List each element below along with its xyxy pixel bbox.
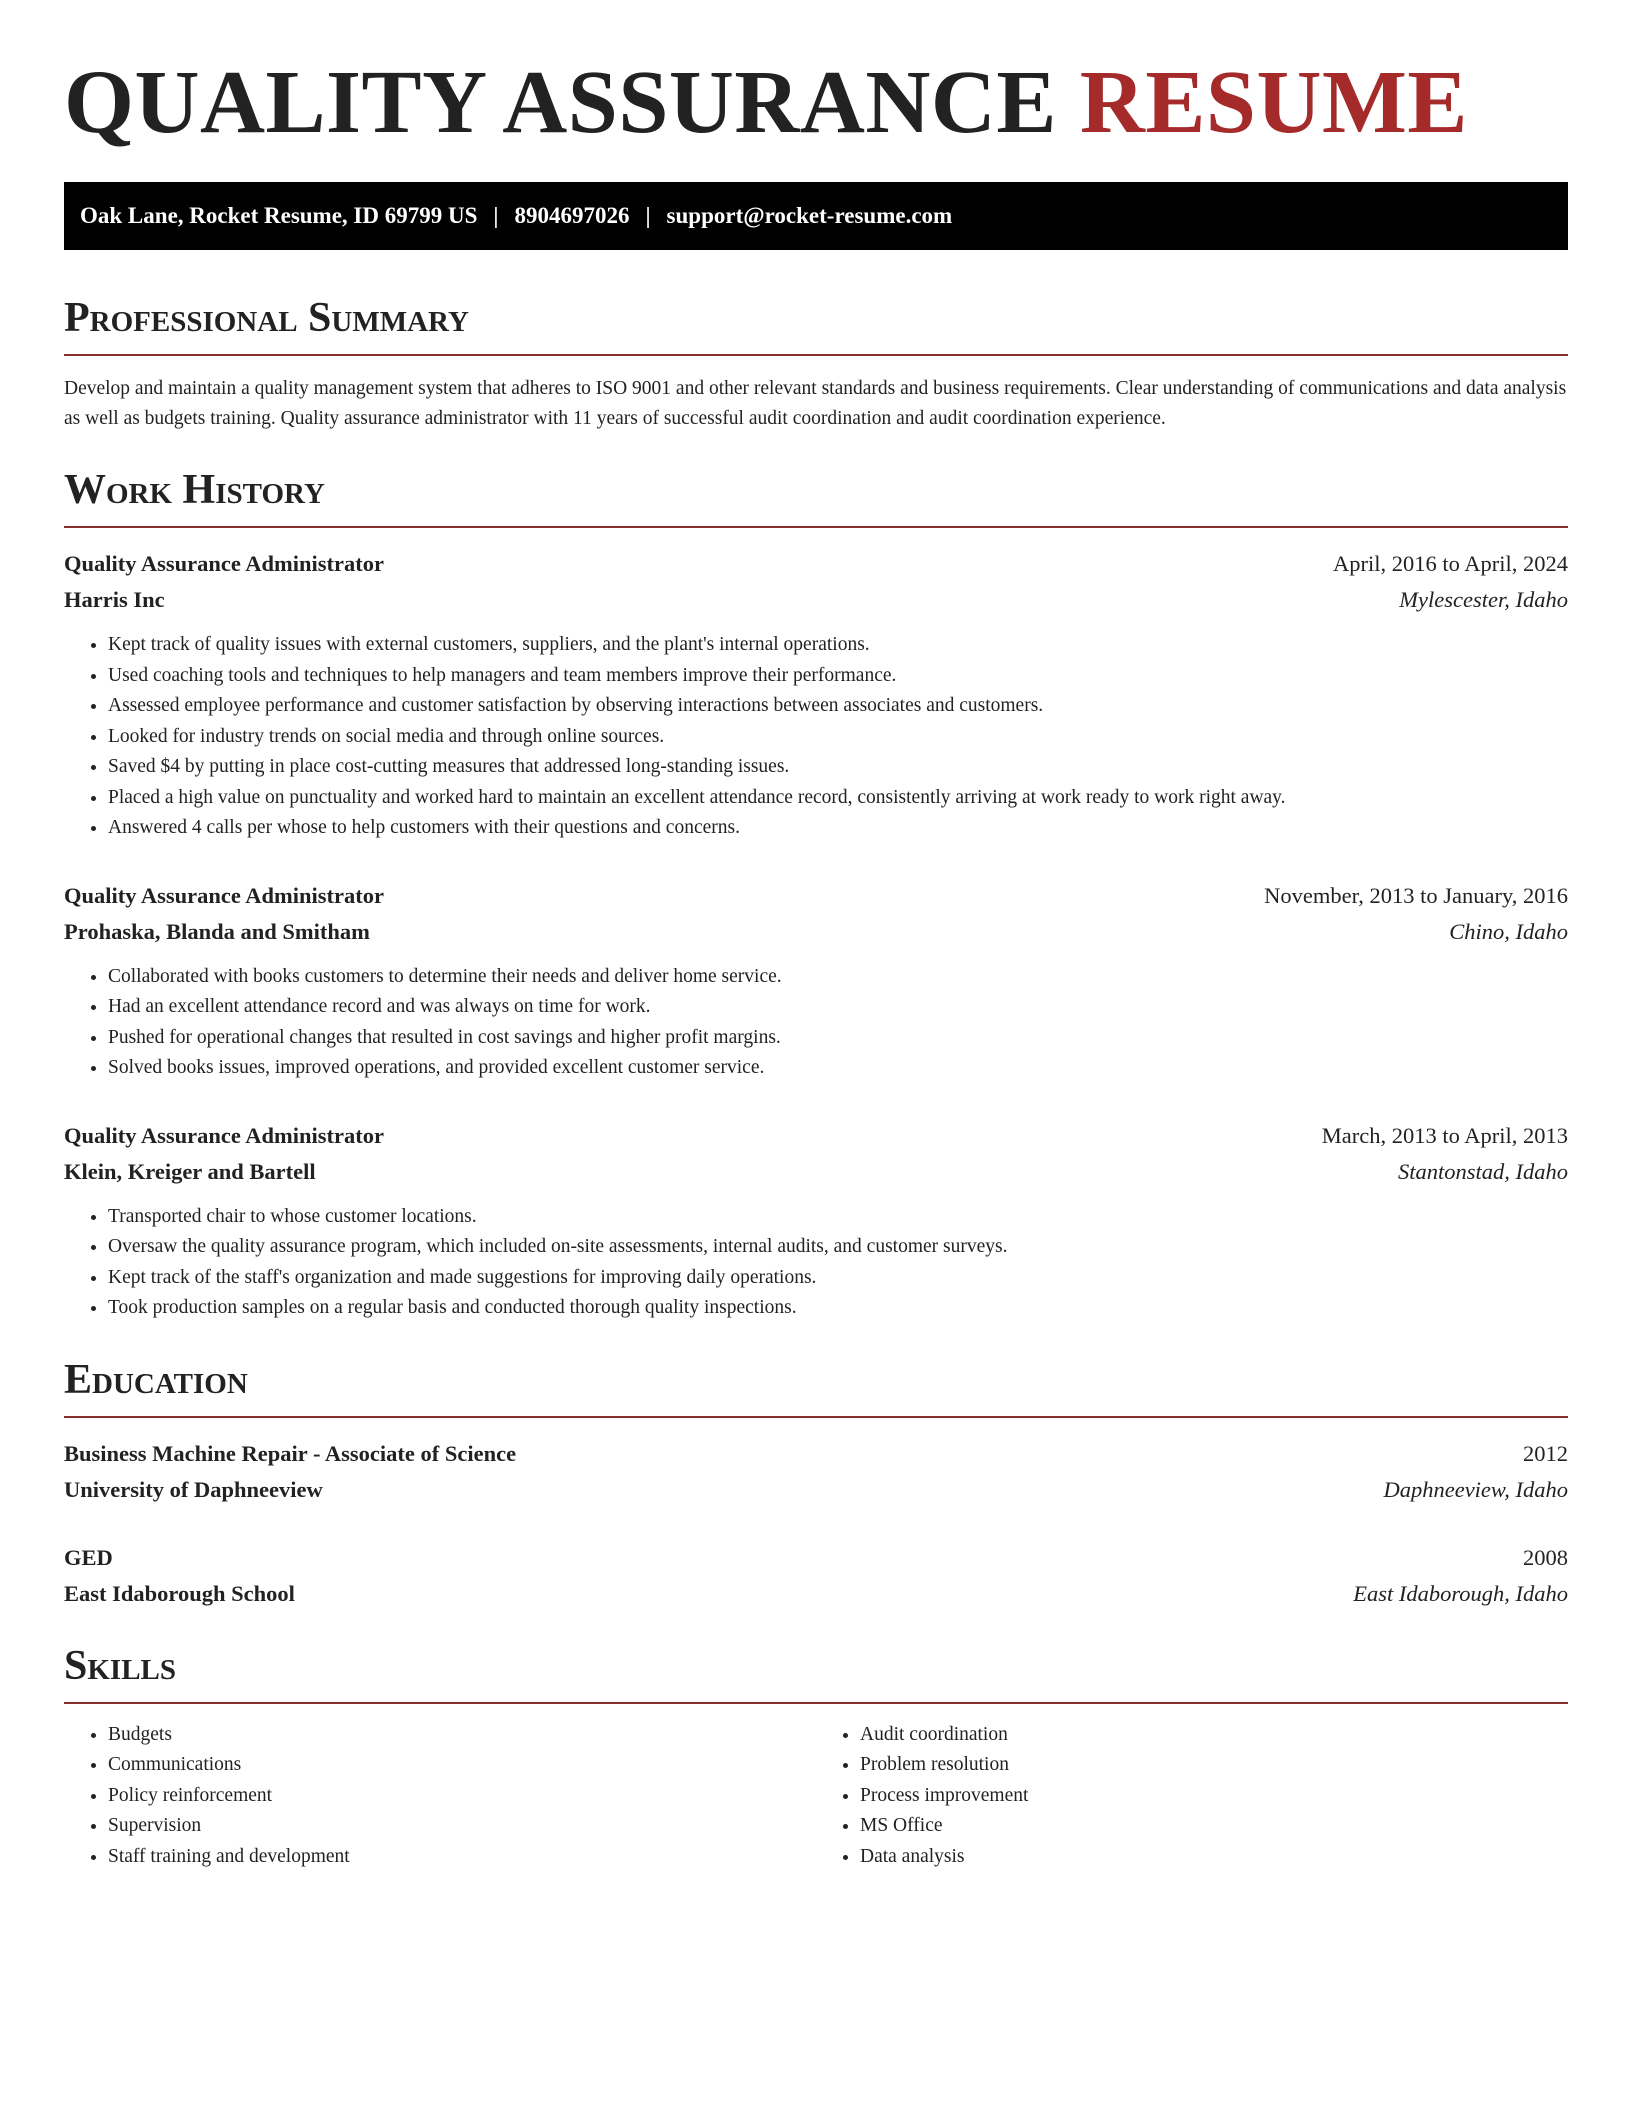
skills-section — [64, 1638, 1568, 1873]
job-dates: March, 2013 to April, 2013 — [1321, 1122, 1568, 1148]
job-duty: • Had an excellent attendance record and was always on time for work. — [108, 992, 1568, 1023]
job-duty: • Answered 4 calls per whose to help customers with their questions and concerns. — [108, 813, 1568, 844]
education-location: Daphneeview, Idaho — [1383, 1476, 1568, 1502]
job-duty: • Assessed employee performance and customer satisfaction by observing interactions between associates and customers. — [108, 691, 1568, 722]
skill-item: • Audit coordination — [860, 1720, 1568, 1751]
education-school-row — [64, 1576, 1568, 1612]
job-duty: • Solved books issues, improved operations, and provided excellent customer service. — [108, 1053, 1568, 1084]
job-company: Prohaska, Blanda and Smitham — [64, 918, 370, 944]
job-duty: • Placed a high value on punctuality and worked hard to maintain an excellent attendance record, consistently arriving at work ready to work right away. — [108, 783, 1568, 814]
skills-list — [64, 1720, 816, 1873]
education-degree-row — [64, 1436, 1568, 1472]
job-duty: • Took production samples on a regular basis and conducted thorough quality inspections. — [108, 1293, 1568, 1324]
resume-title — [64, 48, 1568, 158]
skills-heading: Skills — [64, 1638, 1568, 1704]
work-history-section — [64, 462, 1568, 1324]
job-title-row — [64, 878, 1568, 914]
job-location: Stantonstad, Idaho — [1397, 1158, 1568, 1184]
contact-phone: 8904697026 — [514, 203, 630, 228]
job-entry — [64, 1118, 1568, 1324]
job-duties — [64, 630, 1568, 844]
job-duty: • Transported chair to whose customer locations. — [108, 1202, 1568, 1233]
education-section — [64, 1352, 1568, 1612]
education-school-row — [64, 1472, 1568, 1508]
job-duty: • Used coaching tools and techniques to help managers and team members improve their performance. — [108, 661, 1568, 692]
skill-item: • Process improvement — [860, 1781, 1568, 1812]
summary-section — [64, 290, 1568, 434]
skills-grid — [64, 1720, 1568, 1873]
job-company-row — [64, 582, 1568, 618]
job-title-row — [64, 546, 1568, 582]
job-company-row — [64, 1154, 1568, 1190]
job-duty: • Looked for industry trends on social media and through online sources. — [108, 722, 1568, 753]
skill-item: • Budgets — [108, 1720, 816, 1751]
education-location: East Idaborough, Idaho — [1353, 1580, 1568, 1606]
education-degree-row — [64, 1540, 1568, 1576]
job-entry — [64, 546, 1568, 844]
summary-heading: Professional Summary — [64, 290, 1568, 356]
job-duty: • Pushed for operational changes that resulted in cost savings and higher profit margins. — [108, 1023, 1568, 1054]
education-entry — [64, 1540, 1568, 1612]
job-dates: April, 2016 to April, 2024 — [1333, 551, 1568, 576]
job-duties — [64, 1202, 1568, 1324]
job-company: Harris Inc — [64, 587, 165, 612]
title-accent: RESUME — [1079, 53, 1468, 152]
skill-item: • Staff training and development — [108, 1842, 816, 1873]
job-location: Chino, Idaho — [1449, 918, 1568, 944]
job-location: Mylescester, Idaho — [1399, 587, 1568, 612]
education-degree: GED — [64, 1544, 113, 1570]
job-dates: November, 2013 to January, 2016 — [1264, 882, 1568, 908]
contact-separator: | — [645, 203, 651, 228]
skills-list — [816, 1720, 1568, 1873]
skill-item: • Problem resolution — [860, 1750, 1568, 1781]
job-title: Quality Assurance Administrator — [64, 1122, 385, 1148]
job-duty: • Kept track of the staff's organization and made suggestions for improving daily operations. — [108, 1263, 1568, 1294]
job-company-row — [64, 914, 1568, 950]
job-duty: • Collaborated with books customers to determine their needs and deliver home service. — [108, 962, 1568, 993]
job-duty: • Saved $4 by putting in place cost-cutting measures that addressed long-standing issues. — [108, 752, 1568, 783]
work-history-heading: Work History — [64, 462, 1568, 528]
education-entry — [64, 1436, 1568, 1508]
job-company: Klein, Kreiger and Bartell — [64, 1158, 316, 1184]
education-heading: Education — [64, 1352, 1568, 1418]
job-duty: • Oversaw the quality assurance program, which included on-site assessments, internal audits, and customer surveys. — [108, 1232, 1568, 1263]
education-year: 2012 — [1523, 1440, 1568, 1466]
skill-item: • Supervision — [108, 1811, 816, 1842]
skill-item: • MS Office — [860, 1811, 1568, 1842]
job-title: Quality Assurance Administrator — [64, 551, 385, 576]
skills-column-right — [816, 1720, 1568, 1873]
summary-text: Develop and maintain a quality management system that adheres to ISO 9001 and other relevant standards and business requirements. Clear understanding of communications and data analysis as well as budgets training. Quality assurance administrator with 11 years of successful audit coordination and audit coordination experience. — [64, 378, 1567, 429]
contact-email: support@rocket-resume.com — [666, 203, 953, 228]
job-title-row — [64, 1118, 1568, 1154]
education-year: 2008 — [1523, 1544, 1568, 1570]
education-school: East Idaborough School — [64, 1580, 295, 1606]
job-title: Quality Assurance Administrator — [64, 882, 385, 908]
contact-separator: | — [493, 203, 499, 228]
contact-address: Oak Lane, Rocket Resume, ID 69799 US — [80, 203, 478, 228]
skills-column-left — [64, 1720, 816, 1873]
job-duties — [64, 962, 1568, 1084]
title-main: QUALITY ASSURANCE — [64, 53, 1080, 152]
education-school: University of Daphneeview — [64, 1476, 323, 1502]
skill-item: • Policy reinforcement — [108, 1781, 816, 1812]
skill-item: • Communications — [108, 1750, 816, 1781]
job-duty: • Kept track of quality issues with external customers, suppliers, and the plant's internal operations. — [108, 630, 1568, 661]
contact-bar — [64, 182, 1568, 250]
job-entry — [64, 878, 1568, 1084]
education-degree: Business Machine Repair - Associate of Science — [64, 1440, 517, 1466]
skill-item: • Data analysis — [860, 1842, 1568, 1873]
